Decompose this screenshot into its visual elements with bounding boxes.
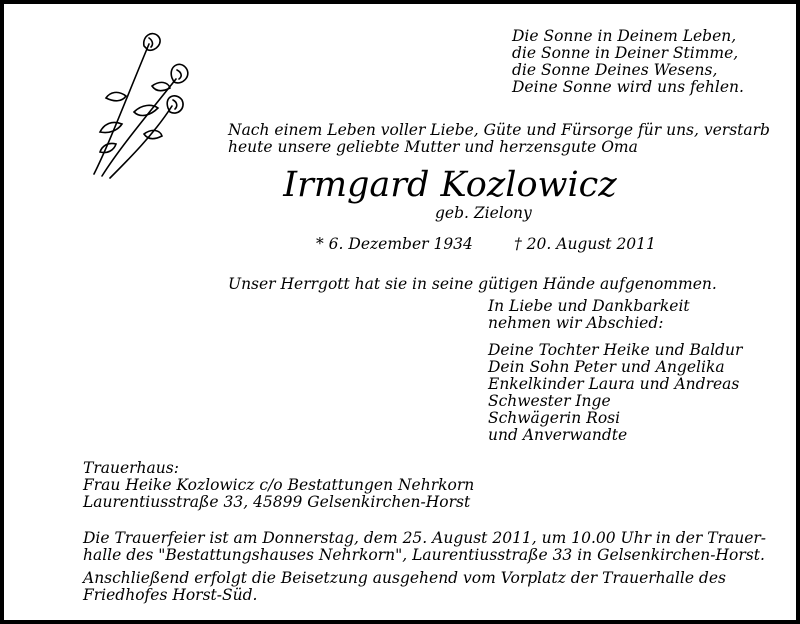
- intro-line: heute unsere geliebte Mutter und herzensgute Oma: [228, 138, 638, 156]
- family-list: [488, 342, 742, 444]
- poem-line: Deine Sonne wird uns fehlen.: [512, 78, 744, 96]
- death-date: † 20. August 2011: [514, 235, 656, 253]
- burial-line: Friedhofes Horst-Süd.: [83, 586, 258, 604]
- family-member: und Anverwandte: [488, 426, 628, 444]
- deceased-name: Irmgard Kozlowicz: [283, 165, 617, 205]
- maiden-name: geb. Zielony: [435, 204, 532, 222]
- faith-statement: Unser Herrgott hat sie in seine gütigen Hände aufgenommen.: [228, 275, 717, 293]
- mourning-house-line: Frau Heike Kozlowicz c/o Bestattungen Nehrkorn: [83, 476, 475, 494]
- ceremony-line: halle des "Bestattungshauses Nehrkorn", Laurentiusstraße 33 in Gelsenkirchen-Horst.: [83, 546, 765, 564]
- ceremony-text: [83, 530, 766, 564]
- family-member: Deine Tochter Heike und Baldur: [488, 341, 743, 359]
- family-member: Schwägerin Rosi: [488, 409, 621, 427]
- poem-line: Die Sonne in Deinem Leben,: [512, 27, 737, 45]
- burial-line: Anschließend erfolgt die Beisetzung ausgehend vom Vorplatz der Trauerhalle des: [83, 569, 726, 587]
- family-member: Dein Sohn Peter und Angelika: [488, 358, 725, 376]
- mourning-house-label: Trauerhaus:: [83, 459, 179, 477]
- mourning-house-line: Laurentiusstraße 33, 45899 Gelsenkirchen-Horst: [83, 493, 471, 511]
- mourning-house: [83, 460, 474, 511]
- poem-line: die Sonne in Deiner Stimme,: [512, 44, 739, 62]
- poem-line: die Sonne Deines Wesens,: [512, 61, 718, 79]
- intro-text: [228, 122, 770, 156]
- birth-date: * 6. Dezember 1934: [316, 235, 473, 253]
- burial-text: [83, 570, 726, 604]
- farewell-line: In Liebe und Dankbarkeit: [488, 297, 690, 315]
- intro-line: Nach einem Leben voller Liebe, Güte und Fürsorge für uns, verstarb: [228, 121, 770, 139]
- ceremony-line: Die Trauerfeier ist am Donnerstag, dem 25. August 2011, um 10.00 Uhr in der Trauer-: [83, 529, 767, 547]
- family-member: Enkelkinder Laura und Andreas: [488, 375, 740, 393]
- family-member: Schwester Inge: [488, 392, 611, 410]
- roses-illustration-icon: [64, 24, 204, 184]
- farewell-text: [488, 298, 690, 332]
- poem: [512, 28, 744, 96]
- farewell-line: nehmen wir Abschied:: [488, 314, 664, 332]
